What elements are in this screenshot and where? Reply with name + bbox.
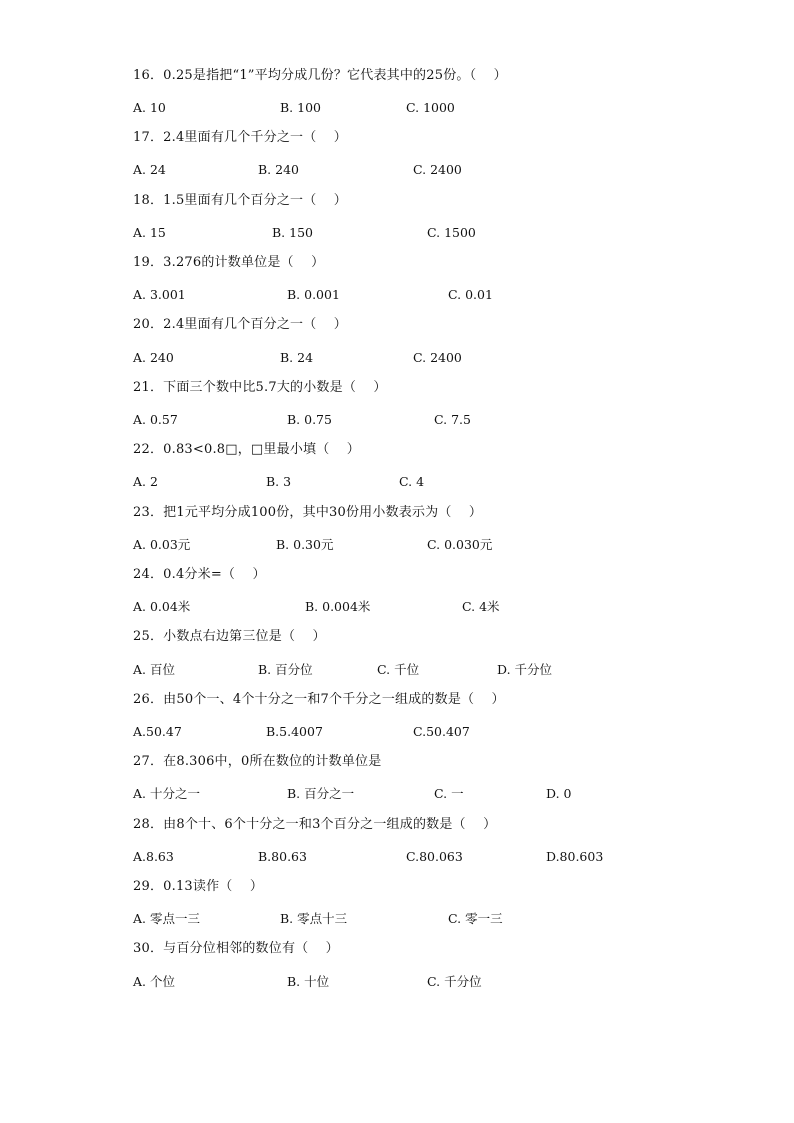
question-19-option-b: B. 0.001: [287, 287, 340, 302]
question-23-option-b: B. 0.30元: [276, 537, 334, 552]
question-21-option-a: A. 0.57: [133, 412, 178, 427]
question-24-option-c: C. 4米: [462, 599, 500, 614]
question-28-option-b: B.80.63: [258, 849, 307, 864]
question-18-option-c: C. 1500: [427, 225, 476, 240]
question-28-option-a: A.8.63: [133, 849, 174, 864]
question-21-option-c: C. 7.5: [434, 412, 471, 427]
question-25-option-d: D. 千分位: [497, 662, 553, 677]
question-22-option-b: B. 3: [266, 474, 292, 489]
question-23-stem: 23．把1元平均分成100份，其中30份用小数表示为（ ）: [133, 505, 483, 520]
question-16-option-c: C. 1000: [406, 100, 455, 115]
question-29-option-c: C. 零一三: [448, 911, 503, 926]
question-18-option-b: B. 150: [272, 225, 313, 240]
question-30-option-c: C. 千分位: [427, 974, 482, 989]
question-23-option-c: C. 0.030元: [427, 537, 493, 552]
question-28-stem: 28．由8个十、6个十分之一和3个百分之一组成的数是（ ）: [133, 817, 497, 832]
question-20-option-b: B. 24: [280, 350, 314, 365]
question-16-stem: 16．0.25是指把“1”平均分成几份？它代表其中的25份。（ ）: [133, 68, 507, 83]
question-19-stem: 19．3.276的计数单位是（ ）: [133, 255, 325, 270]
question-18-stem: 18．1.5里面有几个百分之一（ ）: [133, 193, 347, 208]
question-17-option-c: C. 2400: [413, 162, 462, 177]
question-28-option-c: C.80.063: [406, 849, 463, 864]
question-17-option-a: A. 24: [133, 162, 166, 177]
question-26-option-b: B.5.4007: [266, 724, 323, 739]
question-29-option-b: B. 零点十三: [280, 911, 348, 926]
question-25-stem: 25．小数点右边第三位是（ ）: [133, 629, 326, 644]
question-29-option-a: A. 零点一三: [133, 911, 200, 926]
question-25-option-c: C. 千位: [377, 662, 420, 677]
question-19-option-c: C. 0.01: [448, 287, 493, 302]
question-22-option-c: C. 4: [399, 474, 425, 489]
question-20-stem: 20．2.4里面有几个百分之一（ ）: [133, 317, 347, 332]
question-21-option-b: B. 0.75: [287, 412, 332, 427]
question-27-option-d: D. 0: [546, 786, 572, 801]
question-20-option-c: C. 2400: [413, 350, 462, 365]
question-25-option-b: B. 百分位: [258, 662, 313, 677]
question-27-option-b: B. 百分之一: [287, 786, 355, 801]
question-27-stem: 27．在8.306中，0所在数位的计数单位是: [133, 754, 382, 769]
question-24-option-a: A. 0.04米: [133, 599, 191, 614]
question-30-stem: 30．与百分位相邻的数位有（ ）: [133, 941, 339, 956]
question-20-option-a: A. 240: [133, 350, 174, 365]
question-18-option-a: A. 15: [133, 225, 166, 240]
question-16-option-a: A. 10: [133, 100, 166, 115]
question-24-option-b: B. 0.004米: [305, 599, 371, 614]
question-26-option-c: C.50.407: [413, 724, 470, 739]
question-22-option-a: A. 2: [133, 474, 158, 489]
question-25-option-a: A. 百位: [133, 662, 175, 677]
question-30-option-a: A. 个位: [133, 974, 175, 989]
question-16-option-b: B. 100: [280, 100, 321, 115]
question-30-option-b: B. 十位: [287, 974, 330, 989]
question-28-option-d: D.80.603: [546, 849, 604, 864]
question-23-option-a: A. 0.03元: [133, 537, 191, 552]
question-29-stem: 29．0.13读作（ ）: [133, 879, 264, 894]
question-24-stem: 24．0.4分米=（ ）: [133, 567, 266, 582]
question-26-option-a: A.50.47: [133, 724, 182, 739]
question-17-option-b: B. 240: [258, 162, 299, 177]
question-27-option-c: C. 一: [434, 786, 464, 801]
question-21-stem: 21．下面三个数中比5.7大的小数是（ ）: [133, 380, 387, 395]
question-27-option-a: A. 十分之一: [133, 786, 200, 801]
question-22-stem: 22．0.83<0.8□，□里最小填（ ）: [133, 442, 360, 457]
question-19-option-a: A. 3.001: [133, 287, 186, 302]
question-26-stem: 26．由50个一、4个十分之一和7个千分之一组成的数是（ ）: [133, 692, 505, 707]
question-17-stem: 17．2.4里面有几个千分之一（ ）: [133, 130, 347, 145]
